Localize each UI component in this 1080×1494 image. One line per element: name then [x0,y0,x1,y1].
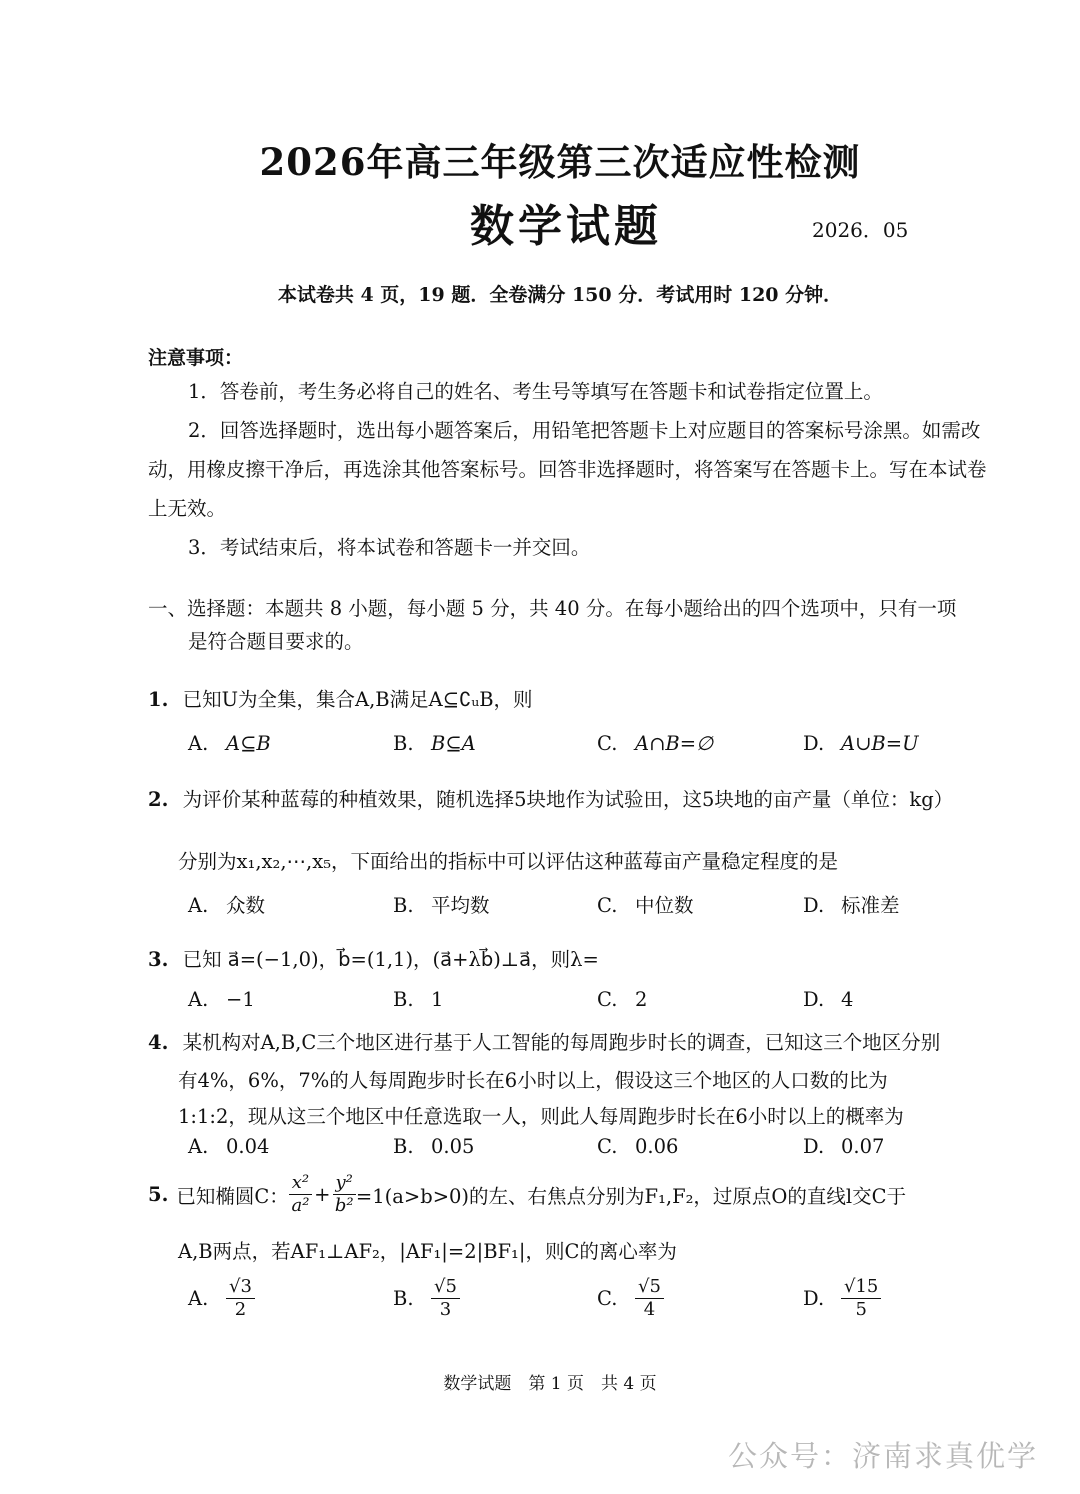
question-2-option-b: B. 平均数 [393,894,490,917]
watermark: 公众号：济南求真优学 [728,1439,1039,1473]
fraction-y2-b2: $\frac{\text{y²}}{\text{b²}}$ [333,1172,356,1217]
question-stem: 已知U为全集，集合A,B满足A⊆∁ᵤB，则 [182,688,533,711]
question-stem: 已知 a⃗=(−1,0)，b⃗=(1,1)，(a⃗+λb⃗)⊥a⃗，则λ= [182,948,599,971]
notice-item-1: 1．答卷前，考生务必将自己的姓名、考生号等填写在答题卡和试卷指定位置上。 [188,380,883,403]
question-2-option-d: D. 标准差 [803,894,900,917]
question-3-option-c: C. 2 [597,988,648,1011]
notice-item-3: 3．考试结束后，将本试卷和答题卡一并交回。 [188,536,591,559]
question-4-option-c: C. 0.06 [597,1135,679,1158]
question-3-option-d: D. 4 [803,988,854,1011]
question-5-option-c: C. $\frac{√5}{4}$ [597,1276,664,1321]
question-1-option-a: A. A⊆B [188,732,271,755]
section-heading-line1: 一、选择题：本题共 8 小题，每小题 5 分，共 40 分。在每小题给出的四个选项中，只有一项 [148,597,957,620]
question-number: 1. [148,688,169,711]
page-footer: 数学试题 第 1 页 共 4 页 [443,1374,657,1394]
exam-subtitle: 数学试题 [470,201,662,252]
question-5-stem-line2: A,B两点，若AF₁⊥AF₂，|AF₁|=2|BF₁|，则C的离心率为 [178,1240,677,1263]
notice-item-2: 2．回答选择题时，选出每小题答案后，用铅笔把答题卡上对应题目的答案标号涂黑。如需改动，用橡皮擦干净后，再选涂其他答案标号。回答非选择题时，将答案写在答题卡上。写在本试卷上无效。 [148,419,987,520]
question-4 [148,1027,940,1055]
exam-date: 2026．05 [812,218,909,242]
question-2 [148,784,953,812]
notice-heading: 注意事项： [148,347,244,369]
question-3-option-a: A. −1 [188,988,255,1011]
question-3-option-b: B. 1 [393,988,444,1011]
question-5: 5. 已知椭圆C： $\frac{\text{x²}}{\text{a²}}$ + $\frac{\text{y²}}{\text{b²}}$ =1(a>b>0)的左、右焦点分别为F₁,F₂，过原点O的直线l交C于 [148,1172,907,1216]
question-1-option-c: C. A∩B=∅ [597,732,714,755]
question-5-option-b: B. $\frac{√5}{3}$ [393,1276,460,1321]
question-number: 3. [148,948,169,971]
exam-info: 本试卷共 4 页，19 题．全卷满分 150 分．考试用时 120 分钟． [277,284,843,306]
question-1 [148,684,533,712]
question-number: 4. [148,1031,169,1054]
question-1-option-d: D. A∪B=U [803,732,919,755]
fraction-x2-a2: $\frac{\text{x²}}{\text{a²}}$ [289,1172,312,1217]
question-5-option-d: D. $\frac{√15}{5}$ [803,1276,881,1321]
question-5-option-a: A. $\frac{√3}{2}$ [188,1276,255,1321]
question-2-stem-line2: 分别为x₁,x₂,⋯,x₅，下面给出的指标中可以评估这种蓝莓亩产量稳定程度的是 [178,850,839,873]
question-3 [148,944,599,972]
exam-title: 2026年高三年级第三次适应性检测 [259,140,861,184]
question-4-option-d: D. 0.07 [803,1135,885,1158]
question-4-stem-line3: 1:1:2，现从这三个地区中任意选取一人，则此人每周跑步时长在6小时以上的概率为 [178,1105,904,1128]
question-stem-line1: 某机构对A,B,C三个地区进行基于人工智能的每周跑步时长的调查，已知这三个地区分别 [182,1031,941,1054]
question-1-option-b: B. B⊆A [393,732,476,755]
question-4-option-a: A. 0.04 [188,1135,270,1158]
question-2-option-a: A. 众数 [188,894,266,917]
question-stem-line1: 为评价某种蓝莓的种植效果，随机选择5块地作为试验田，这5块地的亩产量（单位：kg） [182,788,954,811]
question-4-option-b: B. 0.05 [393,1135,475,1158]
question-2-option-c: C. 中位数 [597,894,694,917]
question-4-stem-line2: 有4%，6%，7%的人每周跑步时长在6小时以上，假设这三个地区的人口数的比为 [178,1069,888,1092]
question-number: 2. [148,788,169,811]
question-stem-prefix: 已知椭圆C： [176,1184,289,1208]
question-number: 5. [148,1183,169,1206]
section-heading [148,592,956,658]
question-stem-suffix: =1(a>b>0)的左、右焦点分别为F₁,F₂，过原点O的直线l交C于 [355,1184,907,1208]
section-heading-line2: 是符合题目要求的。 [188,630,364,653]
